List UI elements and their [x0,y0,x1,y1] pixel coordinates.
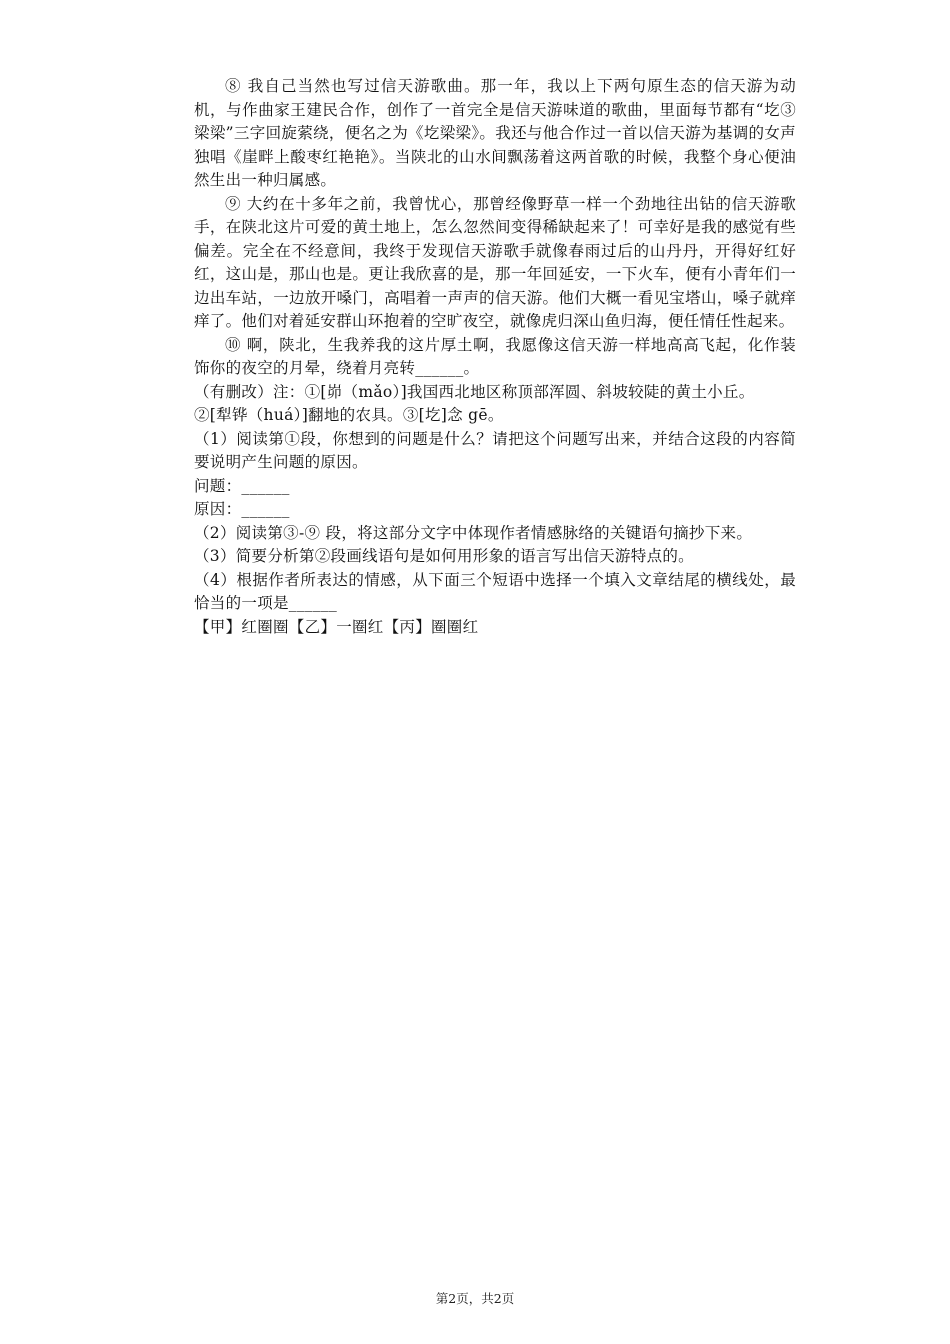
paragraph-8: ⑧ 我自己当然也写过信天游歌曲。那一年，我以上下两句原生态的信天游为动机，与作曲家王建民合作，创作了一首完全是信天游味道的歌曲，里面每节都有“圪③梁梁”三字回旋萦绕，便名之为《圪梁梁》。我还与他合作过一首以信天游为基调的女声独唱《崖畔上酸枣红艳艳》。当陕北的山水间飘荡着这两首歌的时候，我整个身心便油然生出一种归属感。 [194,77,796,189]
paragraph-10: ⑩ 啊，陕北，生我养我的这片厚土啊，我愿像这信天游一样地高高飞起，化作装饰你的夜空的月晕，绕着月亮转______。 [194,335,796,377]
question-2: （2）阅读第③-⑨ 段，将这部分文字中体现作者情感脉络的关键语句摘抄下来。 [194,523,753,542]
question-1-reason-blank: 原因：______ [194,500,290,518]
document-body [194,75,796,639]
question-4-options: 【甲】红圈圈【乙】一圈红【丙】圈圈红 [194,617,479,636]
footnote-line-2: ②[犁铧（huá）]翻地的农具。③[圪]念 gē。 [194,406,504,424]
question-4: （4）根据作者所表达的情感，从下面三个短语中选择一个填入文章结尾的横线处，最恰当的一项是______ [194,570,796,612]
page-number-footer: 第2页，共2页 [435,1291,515,1306]
paragraph-9: ⑨ 大约在十多年之前，我曾忧心，那曾经像野草一样一个劲地往出钻的信天游歌手，在陕北这片可爱的黄土地上，怎么忽然间变得稀缺起来了！可幸好是我的感觉有些偏差。完全在不经意间，我终于发现信天游歌手就像春雨过后的山丹丹，开得好红好红，这山是，那山也是。更让我欣喜的是，那一年回延安，一下火车，便有小青年们一边出车站，一边放开嗓门，高唱着一声声的信天游。他们大概一看见宝塔山，嗓子就痒痒了。他们对着延安群山环抱着的空旷夜空，就像虎归深山鱼归海，便任情任性起来。 [194,194,796,330]
question-1-problem-blank: 问题：______ [194,476,290,495]
footnote-line-1: （有删改）注：①[峁（mǎo）]我国西北地区称顶部浑圆、斜坡较陡的黄土小丘。 [194,382,755,401]
question-3: （3）简要分析第②段画线语句是如何用形象的语言写出信天游特点的。 [194,547,694,565]
question-1: （1）阅读第①段，你想到的问题是什么？请把这个问题写出来，并结合这段的内容简要说明产生问题的原因。 [194,429,796,471]
